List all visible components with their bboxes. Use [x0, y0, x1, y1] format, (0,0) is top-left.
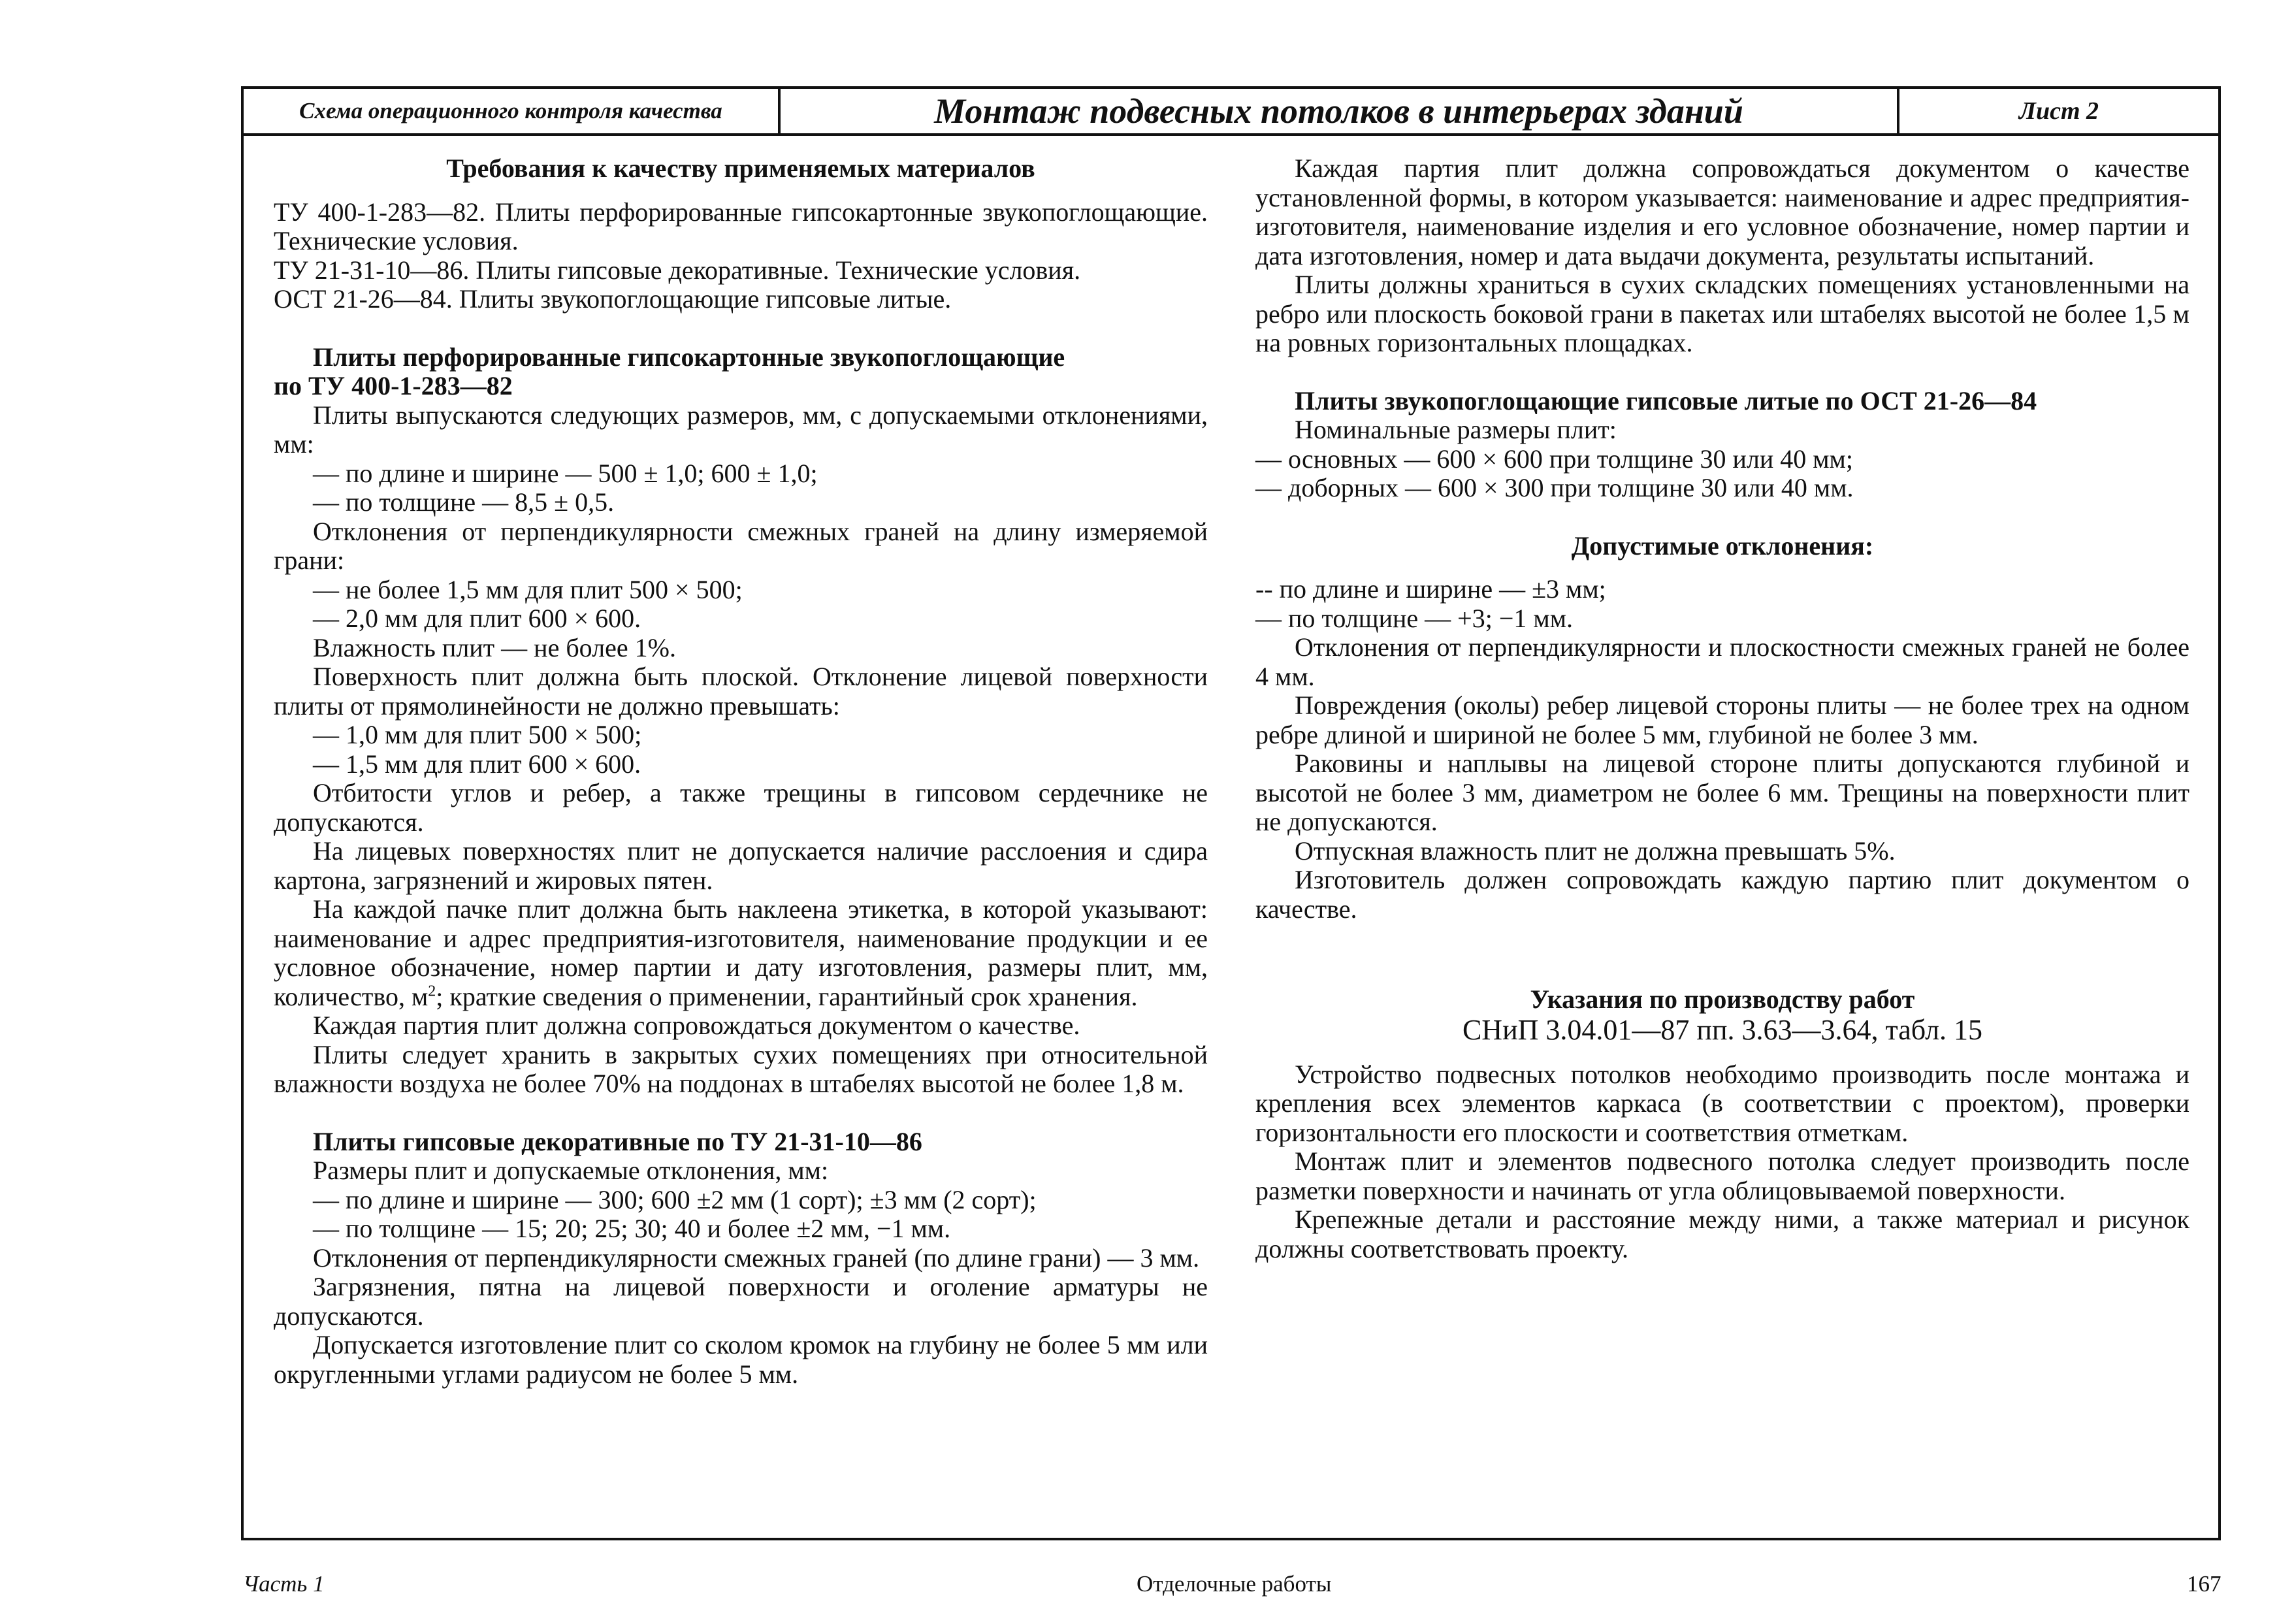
list-item: — не более 1,5 мм для плит 500 × 500; — [313, 574, 743, 604]
list-item: — по толщине — 8,5 ± 0,5. — [313, 487, 615, 517]
paragraph: Повреждения (околы) ребер лицевой стороны плиты — не более трех на одном ребре длиной и шириной не более 5 мм, глубиной не более 3 мм. — [1255, 690, 2189, 749]
paragraph: Плиты следует хранить в закрытых сухих помещениях при относительной влажности воздуха не более 70% на поддонах в штабелях высотой не более 1,8 м. — [274, 1039, 1208, 1098]
section-heading-perforated: Плиты перфорированные гипсокартонные звукопоглощающие — [313, 342, 1065, 372]
paragraph: Допускается изготовление плит со сколом кромок на глубину не более 5 мм или округленными углами радиусом не более 5 мм. — [274, 1330, 1208, 1389]
paragraph: Отпускная влажность плит не должна превышать 5%. — [1295, 836, 1896, 866]
superscript: 2 — [428, 983, 436, 1000]
paragraph: Отклонения от перпендикулярности и плоскостности смежных граней не более 4 мм. — [1255, 632, 2189, 691]
list-item: — по толщине — 15; 20; 25; 30; 40 и более ±2 мм, −1 мм. — [313, 1214, 951, 1243]
list-item: — по длине и ширине — 500 ± 1,0; 600 ± 1,0; — [313, 458, 818, 488]
paragraph: Каждая партия плит должна сопровождаться документом о качестве установленной формы, в котором указывается: наименование и адрес предприятия-изготовителя, наименование изделия и его условное обозначение, номер партии и дата изготовления, номер и дата выдачи документа, результаты испытаний. — [1255, 154, 2189, 270]
materials-quality-heading: Требования к качеству применяемых материалов — [446, 154, 1035, 183]
snip-reference: СНиП 3.04.01—87 пп. 3.63—3.64, табл. 15 — [1462, 1013, 1983, 1046]
label-paragraph-text-end: ; краткие сведения о применении, гарантийный срок хранения. — [436, 981, 1138, 1011]
paragraph: Влажность плит — не более 1%. — [313, 632, 676, 662]
list-item: — по длине и ширине — 300; 600 ±2 мм (1 сорт); ±3 мм (2 сорт); — [313, 1184, 1037, 1214]
paragraph: Изготовитель должен сопровождать каждую партию плит документом о качестве. — [1255, 865, 2189, 924]
page-frame — [241, 86, 2221, 1540]
tolerances-heading: Допустимые отклонения: — [1571, 530, 1874, 560]
paragraph: Размеры плит и допускаемые отклонения, мм: — [313, 1156, 829, 1185]
footer-section-title: Отделочные работы — [1137, 1571, 1332, 1597]
paragraph: На лицевых поверхностях плит не допускается наличие расслоения и сдира картона, загрязнений и жировых пятен. — [274, 836, 1208, 895]
section-heading-cast: Плиты звукопоглощающие гипсовые литые по ОСТ 21-26—84 — [1295, 385, 2037, 415]
list-item: — доборных — 600 × 300 при толщине 30 или 40 мм. — [1255, 473, 1854, 502]
list-item: — основных — 600 × 600 при толщине 30 или 40 мм; — [1255, 444, 1853, 474]
paragraph: Раковины и наплывы на лицевой стороне плиты допускаются глубиной и высотой не более 3 мм, диаметром не более 6 мм. Трещины на поверхности плит не допускаются. — [1255, 749, 2189, 836]
paragraph: Отклонения от перпендикулярности смежных граней (по длине грани) — 3 мм. — [313, 1242, 1200, 1273]
header-sheet-number: Лист 2 — [2018, 97, 2099, 125]
standard-ref: ТУ 21-31-10—86. Плиты гипсовые декоративные. Технические условия. — [274, 255, 1081, 285]
list-item: — 1,0 мм для плит 500 × 500; — [313, 720, 642, 749]
paragraph: Поверхность плит должна быть плоской. Отклонение лицевой поверхности плиты от прямолинейности не должно превышать: — [274, 662, 1208, 721]
page-number: 167 — [2187, 1571, 2221, 1597]
paragraph: Загрязнения, пятна на лицевой поверхности и оголение арматуры не допускаются. — [274, 1272, 1208, 1331]
list-item: — по толщине — +3; −1 мм. — [1255, 603, 1574, 633]
section-heading-perforated-standard: по ТУ 400-1-283—82 — [274, 371, 513, 400]
list-item: -- по длине и ширине — ±3 мм; — [1255, 574, 1606, 604]
label-paragraph-text: На каждой пачке плит должна быть наклеена этикетка, в которой указывают: наименование и адрес предприятия-изготовителя, наименование продукции и ее условное обозначение, номер партии и дату изготовления, размеры плит, мм, количество, м — [274, 894, 1208, 1011]
section-heading-decorative: Плиты гипсовые декоративные по ТУ 21-31-10—86 — [313, 1126, 922, 1156]
right-column — [1255, 154, 2189, 1263]
paragraph: Устройство подвесных потолков необходимо производить после монтажа и крепления всех элементов каркаса (в соответствии с проектом), проверки горизонтальности его плоскости и соответствия отметкам. — [1255, 1059, 2189, 1147]
paragraph: Плиты должны храниться в сухих складских помещениях установленными на ребро или плоскость боковой грани в пакетах или штабелях высотой не более 1,5 м на ровных горизонтальных площадках. — [1255, 270, 2189, 357]
list-item: — 1,5 мм для плит 600 × 600. — [313, 749, 641, 779]
header-bar — [244, 89, 2218, 136]
paragraph: Крепежные детали и расстояние между ними, а также материал и рисунок должны соответствовать проекту. — [1255, 1205, 2189, 1263]
paragraph: Отбитости углов и ребер, а также трещины в гипсовом сердечнике не допускаются. — [274, 778, 1208, 837]
left-column — [274, 154, 1208, 1389]
paragraph: Отклонения от перпендикулярности смежных граней на длину измеряемой грани: — [274, 516, 1208, 575]
footer-part: Часть 1 — [243, 1571, 325, 1597]
standard-ref: ТУ 400-1-283—82. Плиты перфорированные гипсокартонные звукопоглощающие. Технические условия. — [274, 197, 1208, 255]
paragraph: Каждая партия плит должна сопровождаться документом о качестве. — [313, 1011, 1080, 1040]
header-scheme-label: Схема операционного контроля качества — [244, 89, 781, 133]
standard-ref: ОСТ 21-26—84. Плиты звукопоглощающие гипсовые литые. — [274, 284, 952, 314]
paragraph: Плиты выпускаются следующих размеров, мм, с допускаемыми отклонениями, мм: — [274, 400, 1208, 459]
work-instructions-heading: Указания по производству работ — [1530, 984, 1915, 1014]
paragraph: Монтаж плит и элементов подвесного потолка следует производить после разметки поверхности и начинать от угла облицовываемой поверхности. — [1255, 1146, 2189, 1205]
paragraph: Номинальные размеры плит: — [1295, 415, 1617, 444]
label-paragraph — [274, 895, 1208, 1011]
list-item: — 2,0 мм для плит 600 × 600. — [313, 604, 641, 633]
header-title: Монтаж подвесных потолков в интерьерах зданий — [781, 89, 1899, 133]
